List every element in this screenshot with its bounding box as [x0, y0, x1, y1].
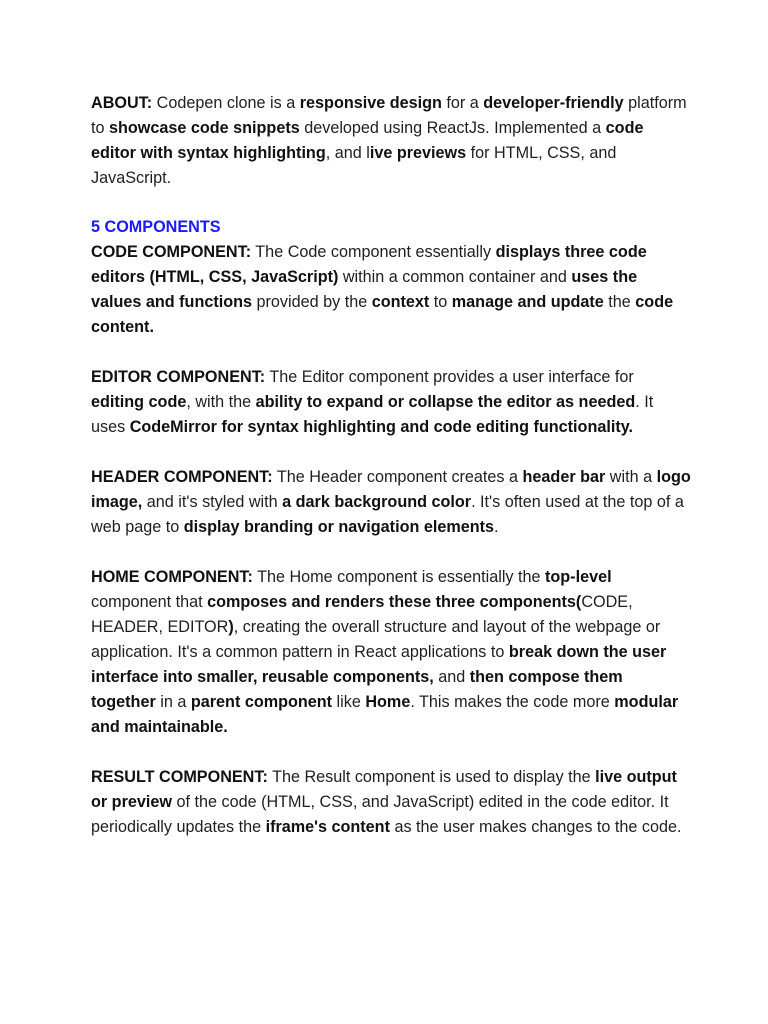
text-run: Codepen clone is a — [152, 94, 300, 112]
home-component-paragraph — [91, 565, 691, 740]
bold-text: HOME COMPONENT: — [91, 568, 253, 586]
result-component-paragraph — [91, 765, 691, 840]
text-run: as the user makes changes to the code. — [389, 818, 682, 836]
bold-text: code editor with syntax highlighting — [91, 119, 644, 162]
bold-text: top-level — [545, 568, 612, 586]
text-run: , with the — [186, 393, 256, 411]
bold-text: then compose them together — [91, 668, 623, 711]
text-run: . It's often used at the top of a web page to — [91, 493, 684, 536]
bold-text: displays three code editors (HTML, CSS, JavaScript) — [91, 243, 647, 286]
text-run: . This makes the code more — [410, 693, 615, 711]
bold-text: logo image, — [91, 468, 691, 511]
bold-text: showcase code snippets — [109, 119, 300, 137]
text-run: for HTML, CSS, and JavaScript. — [91, 144, 617, 187]
text-run: developed using ReactJs. Implemented a — [299, 119, 606, 137]
bold-text: responsive design — [299, 94, 442, 112]
text-run: component that — [91, 593, 208, 611]
bold-text: a dark background color — [282, 493, 472, 511]
text-run: The Code component essentially — [251, 243, 496, 261]
bold-text: ive previews — [369, 144, 467, 162]
text-run: and — [433, 668, 470, 686]
bold-text: display branding or navigation elements — [183, 518, 495, 536]
text-run: , creating the overall structure and layout of the webpage or application. It's a common pattern in React applications to — [91, 618, 661, 661]
bold-text: editing code — [91, 393, 187, 411]
text-run: the — [603, 293, 636, 311]
bold-text: break down the user interface into smaller, reusable components, — [91, 643, 667, 686]
about-paragraph — [91, 91, 691, 191]
bold-text: HEADER COMPONENT: — [91, 468, 273, 486]
text-run: The Header component creates a — [272, 468, 523, 486]
bold-text: iframe's content — [265, 818, 390, 836]
editor-component-paragraph — [91, 365, 691, 440]
text-run: like — [332, 693, 366, 711]
bold-text: uses the values and functions — [91, 268, 638, 311]
text-run: in a — [155, 693, 191, 711]
text-run: The Result component is used to display the — [267, 768, 596, 786]
text-run: The Home component is essentially the — [252, 568, 546, 586]
text-run: and it's styled with — [142, 493, 283, 511]
bold-text: composes and renders these three components( — [207, 593, 582, 611]
text-run: , and l — [325, 144, 370, 162]
bold-text: ABOUT: — [91, 94, 153, 112]
bold-text: CodeMirror for syntax highlighting and code editing functionality. — [129, 418, 634, 436]
bold-text: header bar — [522, 468, 606, 486]
text-run: platform to — [91, 94, 687, 137]
bold-text: EDITOR COMPONENT: — [91, 368, 266, 386]
bold-text: ) — [228, 618, 234, 636]
text-run: to — [429, 293, 452, 311]
text-run: . It uses — [91, 393, 654, 436]
text-run: provided by the — [252, 293, 372, 311]
bold-text: RESULT COMPONENT: — [91, 768, 268, 786]
components-heading: 5 COMPONENTS — [91, 218, 221, 236]
bold-text: code content. — [91, 293, 674, 336]
header-component-paragraph — [91, 465, 691, 540]
text-run: The Editor component provides a user interface for — [265, 368, 634, 386]
bold-text: context — [371, 293, 430, 311]
text-run: of the code (HTML, CSS, and JavaScript) edited in the code editor. It periodically updates the — [91, 793, 669, 836]
text-run: within a common container and — [338, 268, 572, 286]
bold-text: parent component — [190, 693, 333, 711]
bold-text: developer-friendly — [483, 94, 624, 112]
code-component-paragraph — [91, 240, 691, 340]
bold-text: live output or preview — [91, 768, 677, 811]
bold-text: modular and maintainable. — [91, 693, 679, 736]
bold-text: ability to expand or collapse the editor as needed — [255, 393, 636, 411]
text-run: for a — [441, 94, 484, 112]
text-run: . — [494, 518, 499, 536]
bold-text: CODE COMPONENT: — [91, 243, 252, 261]
bold-text: manage and update — [451, 293, 604, 311]
text-run: CODE, HEADER, EDITOR — [91, 593, 633, 636]
text-run: with a — [605, 468, 657, 486]
bold-text: Home — [365, 693, 411, 711]
